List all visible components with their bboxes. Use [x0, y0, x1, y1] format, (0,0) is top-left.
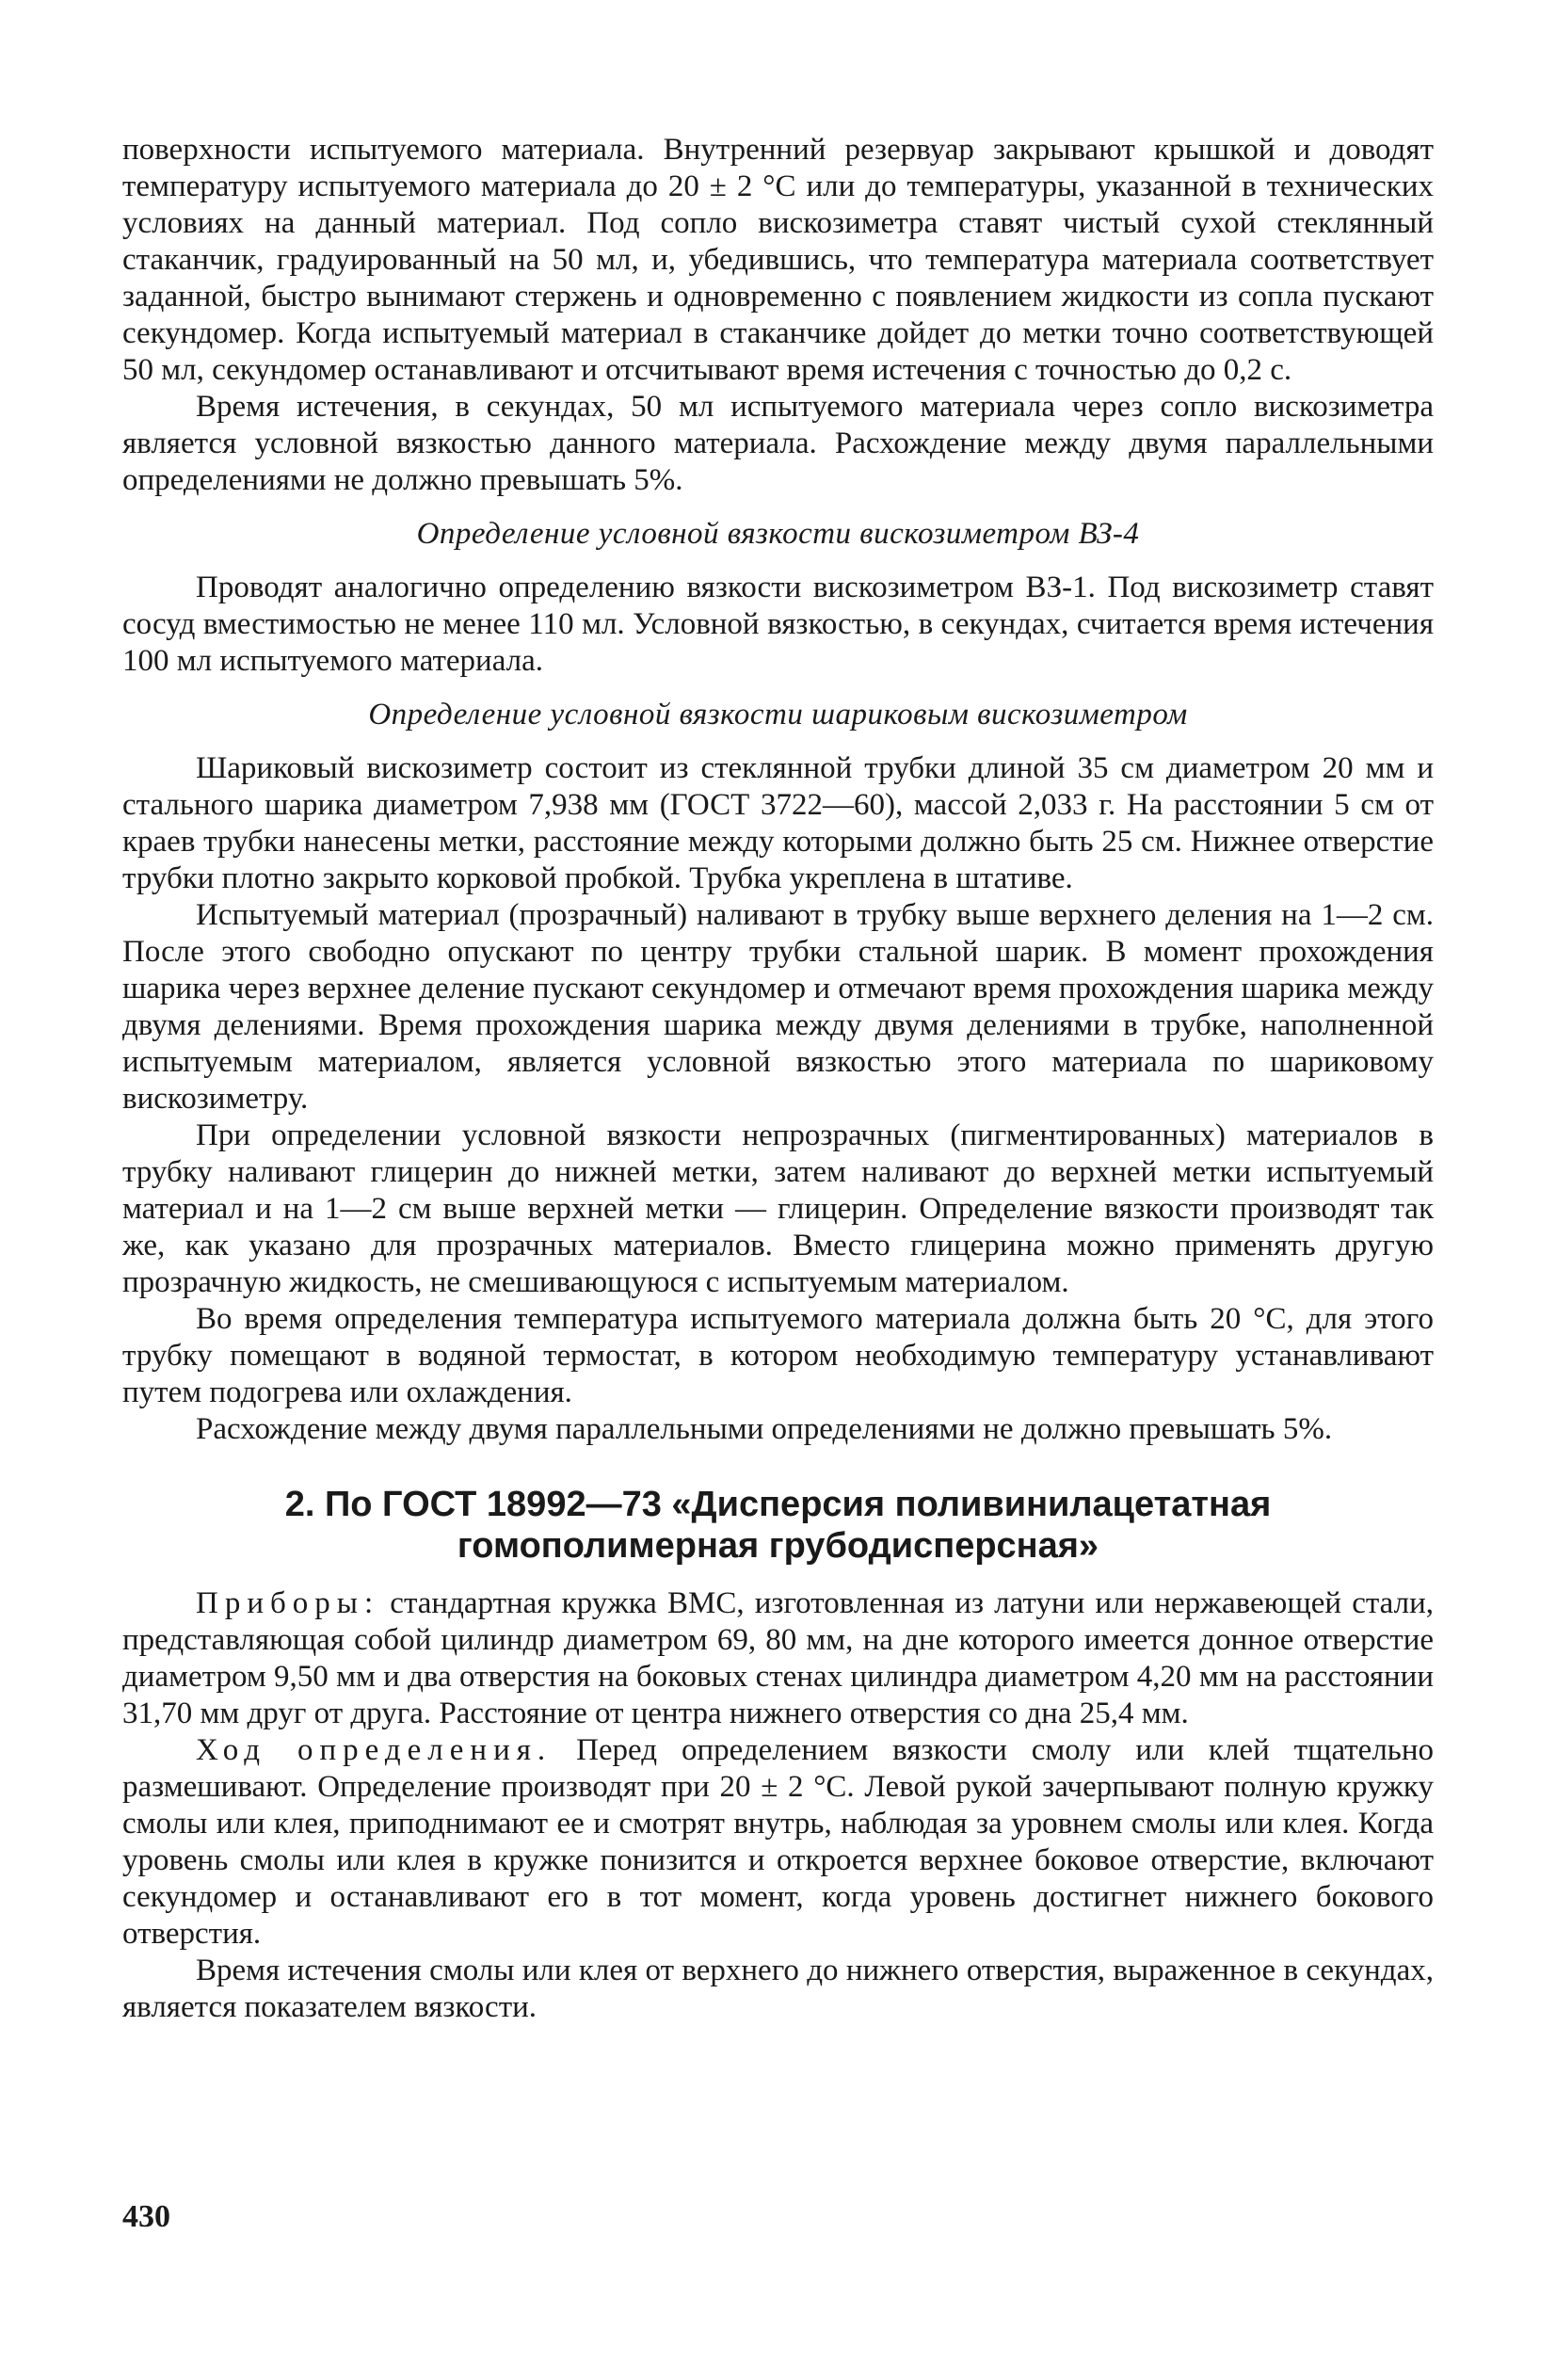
procedure-label: Ход определения. — [196, 1733, 553, 1767]
paragraph: Расхождение между двумя параллельными определениями не должно превышать 5%. — [196, 1412, 1333, 1446]
section-heading-line-1: 2. По ГОСТ 18992—73 «Дисперсия поливинилацетатная — [284, 1485, 1272, 1524]
section-heading-line-2: гомополимерная грубодисперсная» — [457, 1526, 1099, 1566]
paragraph: Время истечения, в секундах, 50 мл испытуемого материала через сопло вискозиметра является условной вязкостью данного материала. Расхождение между двумя параллельными определениями не должно превышать 5%. — [122, 390, 1434, 497]
instruments-text: стандартная кружка ВМС, изготовленная из латуни или нержавеющей стали, представляющая собой цилиндр диаметром 69, 80 мм, на дне которого имеется донное отверстие диаметром 9,50 мм и два отверстия на боковых стенах цилиндра диаметром 4,20 мм на расстоянии 31,70 мм друг от друга. Расстояние от центра нижнего отверстия со дна 25,4 мм. — [122, 1586, 1434, 1730]
paragraph-instruments — [122, 1585, 1434, 1732]
subheading-vz4: Определение условной вязкости вискозиметром ВЗ-4 — [416, 517, 1140, 551]
procedure-text: Перед определением вязкости смолу или клей тщательно размешивают. Определение производят при 20 ± 2 °С. Левой рукой зачерпывают полную кружку смолы или клея, приподнимают ее и смотрят внутрь, наблюдая за уровнем смолы или клея. Когда уровень смолы или клея в кружке понизится и откроется верхнее боковое отверстие, включают секундомер и останавливают его в тот момент, когда уровень достигнет нижнего бокового отверстия. — [122, 1733, 1434, 1951]
paragraph: Испытуемый материал (прозрачный) наливают в трубку выше верхнего деления на 1—2 см. После этого свободно опускают по центру трубки стальной шарик. В момент прохождения шарика через верхнее деление пускают секундомер и отмечают время прохождения шарика между двумя делениями. Время прохождения шарика между двумя делениями в трубке, наполненной испытуемым материалом, является условной вязкостью этого материала по шариковому вискозиметру. — [122, 898, 1434, 1116]
paragraph: Время истечения смолы или клея от верхнего до нижнего отверстия, выраженное в секундах, является показателем вязкости. — [122, 1954, 1434, 2024]
subheading-ball-viscometer: Определение условной вязкости шариковым вискозиметром — [368, 698, 1188, 732]
paragraph: При определении условной вязкости непрозрачных (пигментированных) материалов в трубку наливают глицерин до нижней метки, затем наливают до верхней метки испытуемый материал и на 1—2 см выше верхней метки — глицерин. Определение вязкости производят так же, как указано для прозрачных материалов. Вместо глицерина можно применять другую прозрачную жидкость, не смешивающуюся с испытуемым материалом. — [122, 1118, 1434, 1299]
page-number: 430 — [122, 2199, 170, 2234]
paragraph: поверхности испытуемого материала. Внутренний резервуар закрывают крышкой и доводят температуру испытуемого материала до 20 ± 2 °С или до температуры, указанной в технических условиях на данный материал. Под сопло вискозиметра ставят чистый сухой стеклянный стаканчик, градуированный на 50 мл, и, убедившись, что температура материала соответствует заданной, быстро вынимают стержень и одновременно с появлением жидкости из сопла пускают секундомер. Когда испытуемый материал в стаканчике дойдет до метки точно соответствующей 50 мл, секундомер останавливают и отсчитывают время истечения с точностью до 0,2 с. — [122, 133, 1434, 387]
instruments-label: Приборы: — [196, 1586, 380, 1620]
paragraph: Проводят аналогично определению вязкости вискозиметром ВЗ-1. Под вискозиметр ставят сосуд вместимостью не менее 110 мл. Условной вязкостью, в секундах, считается время истечения 100 мл испытуемого материала. — [122, 571, 1434, 678]
paragraph: Шариковый вискозиметр состоит из стеклянной трубки длиной 35 см диаметром 20 мм и стального шарика диаметром 7,938 мм (ГОСТ 3722—60), массой 2,033 г. На расстоянии 5 см от краев трубки нанесены метки, расстояние между которыми должно быть 25 см. Нижнее отверстие трубки плотно закрыто корковой пробкой. Трубка укреплена в штативе. — [122, 751, 1434, 895]
page-body — [122, 132, 1434, 2026]
section-heading — [122, 1484, 1434, 1567]
paragraph: Во время определения температура испытуемого материала должна быть 20 °С, для этого трубку помещают в водяной термостат, в котором необходимую температуру устанавливают путем подогрева или охлаждения. — [122, 1302, 1434, 1409]
paragraph-procedure — [122, 1732, 1434, 1953]
